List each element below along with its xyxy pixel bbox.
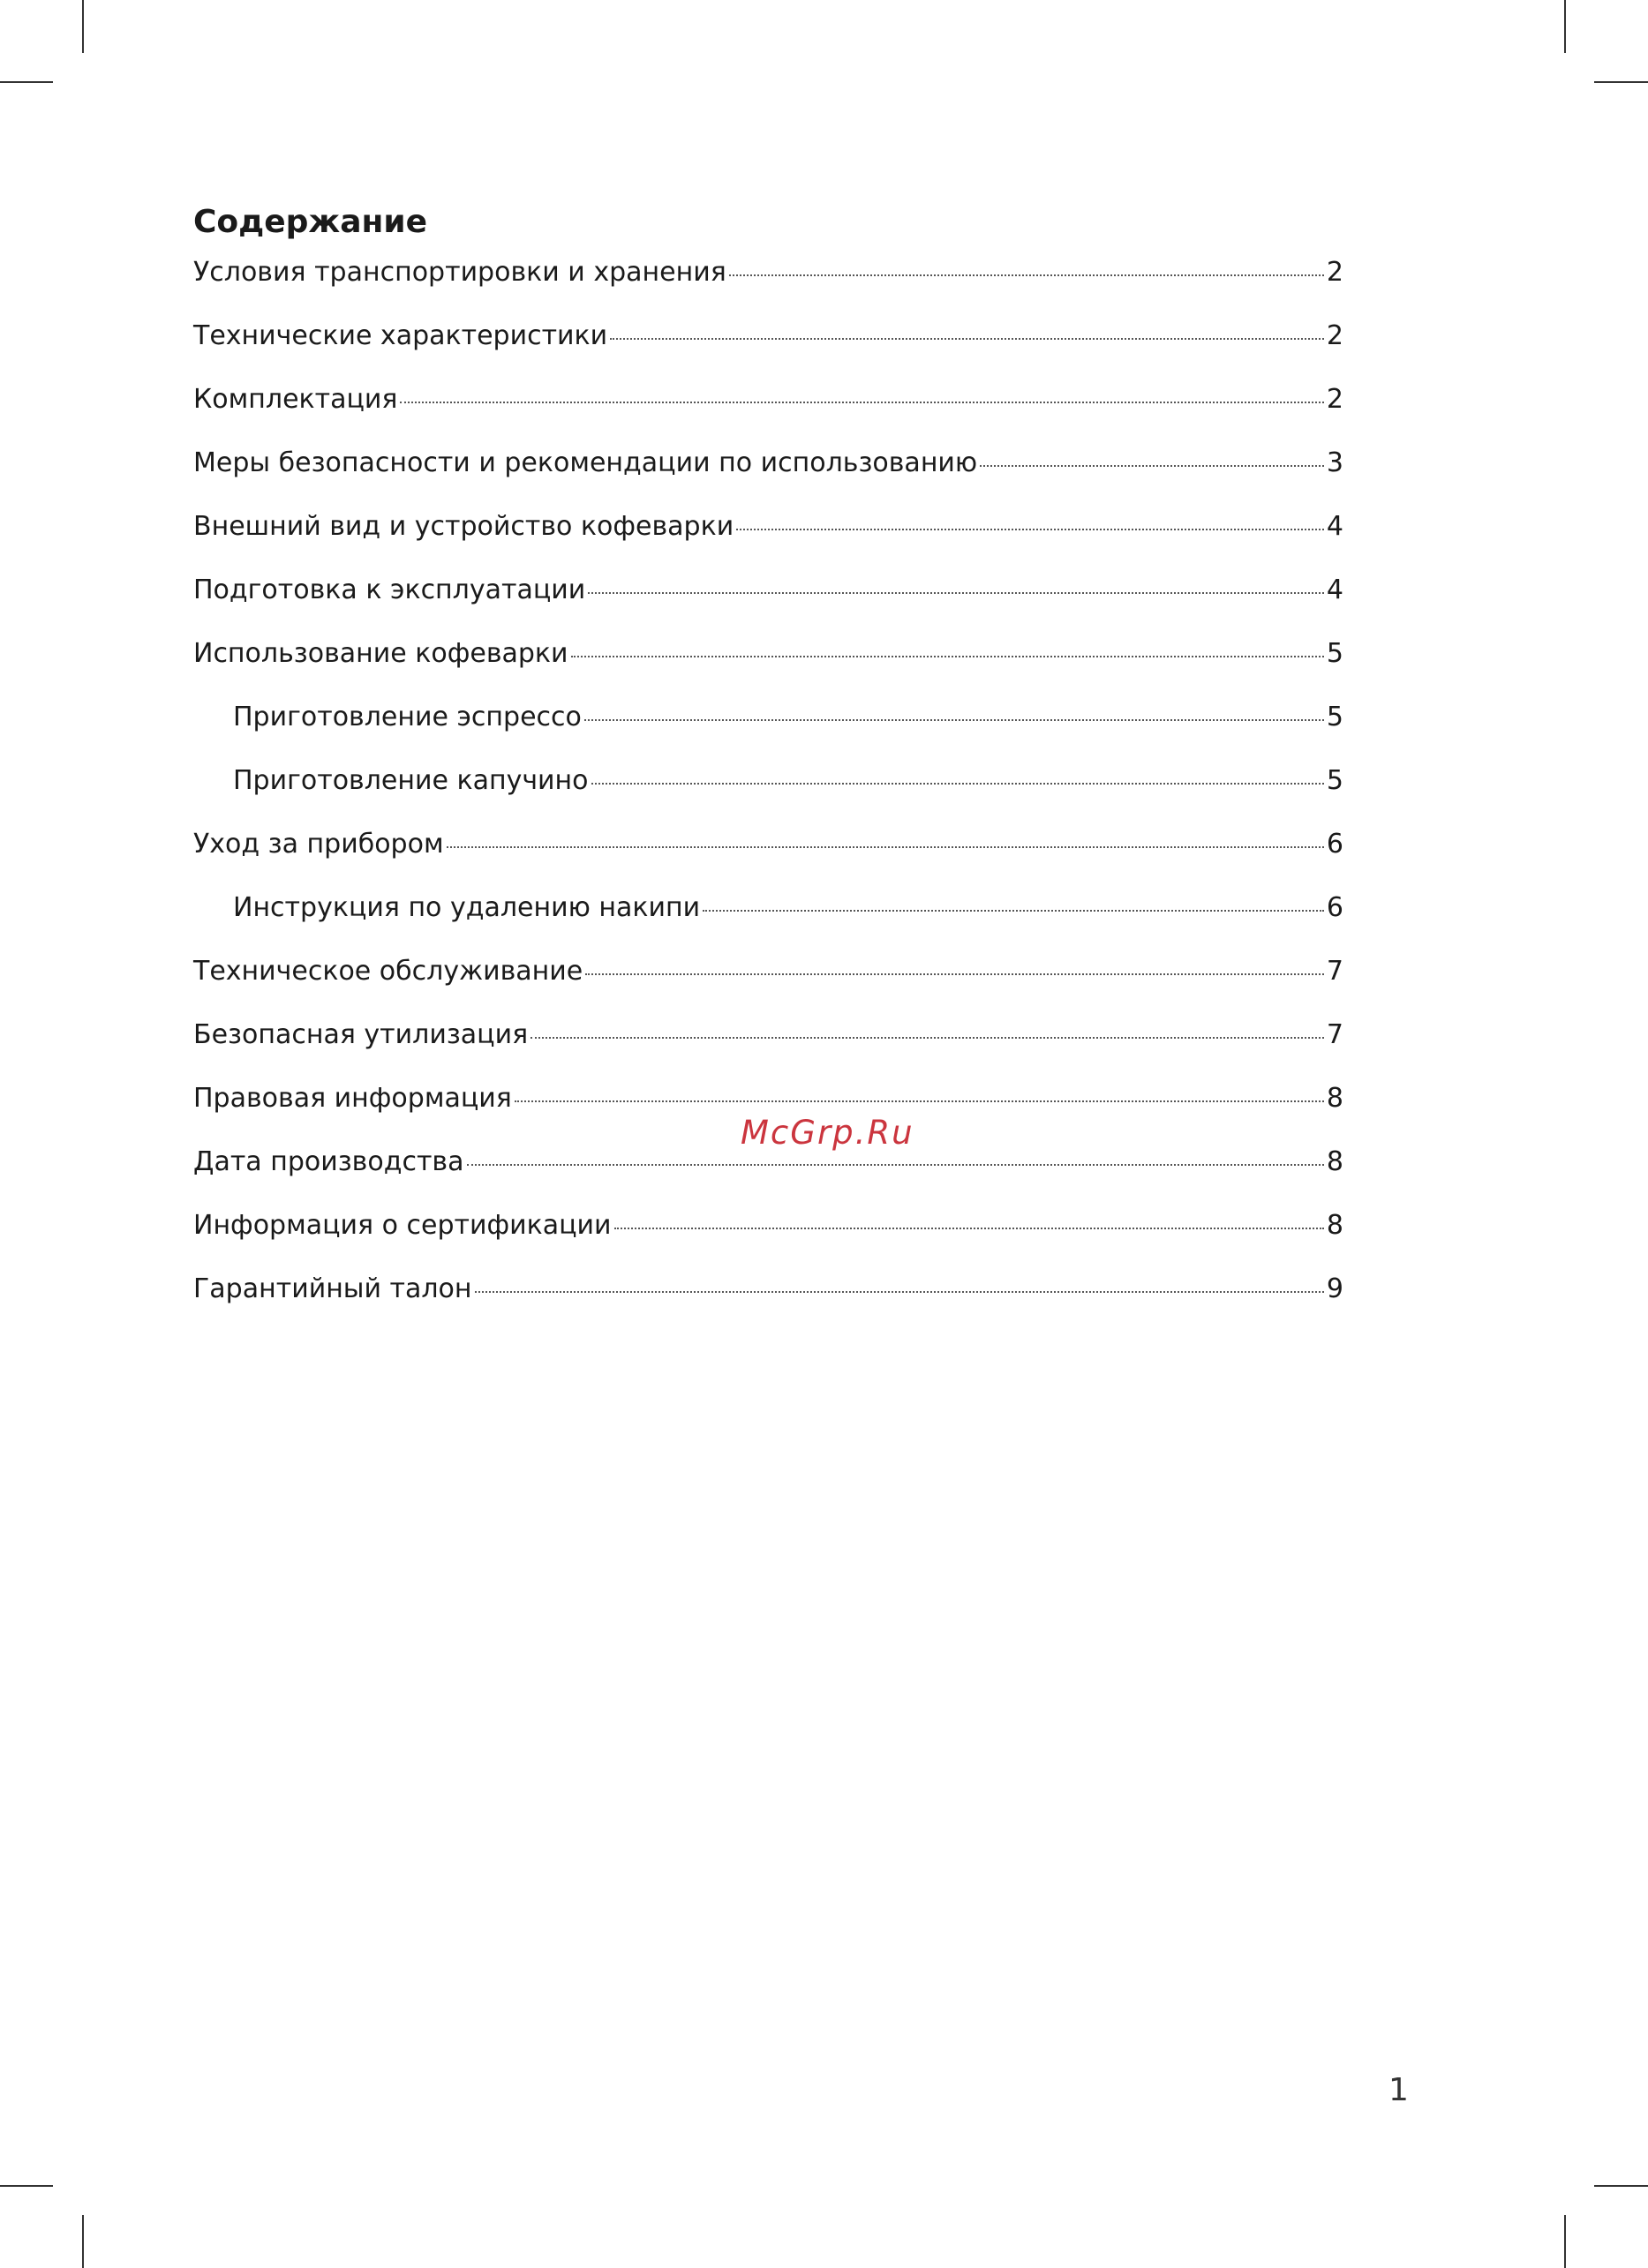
toc-entry-page: 3 <box>1326 447 1343 478</box>
toc-entry[interactable] <box>193 958 1343 1022</box>
toc-entry-label: Комплектация <box>193 384 398 415</box>
toc-entry-label: Дата производства <box>193 1146 464 1177</box>
toc-entry-label: Безопасная утилизация <box>193 1019 529 1050</box>
toc-entry-page: 8 <box>1326 1146 1343 1177</box>
toc-subentry[interactable] <box>193 704 1343 768</box>
toc-entry[interactable] <box>193 447 1343 514</box>
toc-entry-label: Приготовление эспрессо <box>233 702 582 732</box>
crop-mark-bottom-left-vertical <box>82 2215 84 2268</box>
toc-entry-page: 2 <box>1326 320 1343 351</box>
crop-mark-bottom-right-horizontal <box>1594 2185 1648 2187</box>
toc-entry-page: 6 <box>1326 892 1343 923</box>
crop-mark-bottom-left-horizontal <box>0 2185 53 2187</box>
toc-entry-label: Гарантийный талон <box>193 1273 472 1304</box>
toc-entry[interactable] <box>193 638 1343 704</box>
toc-entry[interactable] <box>193 831 1343 895</box>
crop-mark-top-right-vertical <box>1564 0 1566 53</box>
toc-entry-page: 8 <box>1326 1083 1343 1114</box>
toc-entry-label: Подготовка к эксплуатации <box>193 575 586 605</box>
toc-entry-page: 4 <box>1326 575 1343 605</box>
toc-entry-page: 9 <box>1326 1273 1343 1304</box>
toc-entry-label: Условия транспортировки и хранения <box>193 257 726 288</box>
toc-entry[interactable] <box>193 384 1343 450</box>
toc-subentry[interactable] <box>193 892 1343 958</box>
page-number: 1 <box>1388 2072 1409 2108</box>
dot-leader <box>736 529 1324 530</box>
toc-entry[interactable] <box>193 577 1343 641</box>
toc-subentry[interactable] <box>193 765 1343 831</box>
dot-leader <box>703 910 1324 912</box>
table-of-contents <box>193 196 1343 1340</box>
toc-title: Содержание <box>193 204 428 240</box>
crop-mark-top-left-vertical <box>82 0 84 53</box>
toc-entry-label: Внешний вид и устройство кофеварки <box>193 511 734 542</box>
toc-entry-label: Инструкция по удалению накипи <box>233 892 701 923</box>
toc-entry-page: 8 <box>1326 1210 1343 1241</box>
toc-entry-page: 5 <box>1326 638 1343 669</box>
toc-entry-label: Использование кофеварки <box>193 638 568 669</box>
toc-entry-page: 7 <box>1326 956 1343 987</box>
toc-entry-label: Приготовление капучино <box>233 765 589 796</box>
toc-entry[interactable] <box>193 1019 1343 1085</box>
dot-leader <box>447 846 1324 848</box>
dot-leader <box>531 1037 1324 1039</box>
toc-entry-page: 5 <box>1326 702 1343 732</box>
dot-leader <box>467 1164 1324 1166</box>
crop-mark-top-right-horizontal <box>1594 81 1648 83</box>
dot-leader <box>591 783 1324 785</box>
toc-entry-page: 2 <box>1326 384 1343 415</box>
toc-entry-label: Информация о сертификации <box>193 1210 612 1241</box>
toc-list <box>193 259 1343 1340</box>
dot-leader <box>400 402 1323 403</box>
toc-entry-page: 6 <box>1326 829 1343 860</box>
dot-leader <box>475 1291 1324 1293</box>
toc-entry-page: 5 <box>1326 765 1343 796</box>
toc-entry-page: 7 <box>1326 1019 1343 1050</box>
dot-leader <box>584 719 1324 721</box>
dot-leader <box>729 274 1324 276</box>
toc-entry[interactable] <box>193 320 1343 387</box>
dot-leader <box>585 973 1324 975</box>
toc-entry[interactable] <box>193 1273 1343 1340</box>
toc-entry-label: Уход за прибором <box>193 829 444 860</box>
toc-entry-page: 4 <box>1326 511 1343 542</box>
toc-entry-label: Меры безопасности и рекомендации по использованию <box>193 447 978 478</box>
dot-leader <box>515 1100 1324 1102</box>
toc-entry[interactable] <box>193 259 1343 323</box>
toc-entry-label: Правовая информация <box>193 1083 512 1114</box>
toc-entry[interactable] <box>193 1210 1343 1276</box>
dot-leader <box>980 465 1324 467</box>
toc-entry-page: 2 <box>1326 257 1343 288</box>
crop-mark-bottom-right-vertical <box>1564 2215 1566 2268</box>
dot-leader <box>588 592 1324 594</box>
dot-leader <box>614 1228 1324 1229</box>
crop-mark-top-left-horizontal <box>0 81 53 83</box>
toc-entry[interactable] <box>193 1146 1343 1213</box>
toc-entry-label: Техническое обслуживание <box>193 956 583 987</box>
watermark: McGrp.Ru <box>741 1114 914 1152</box>
toc-entry-label: Технические характеристики <box>193 320 608 351</box>
dot-leader <box>610 338 1324 340</box>
dot-leader <box>571 656 1324 657</box>
toc-entry[interactable] <box>193 511 1343 577</box>
